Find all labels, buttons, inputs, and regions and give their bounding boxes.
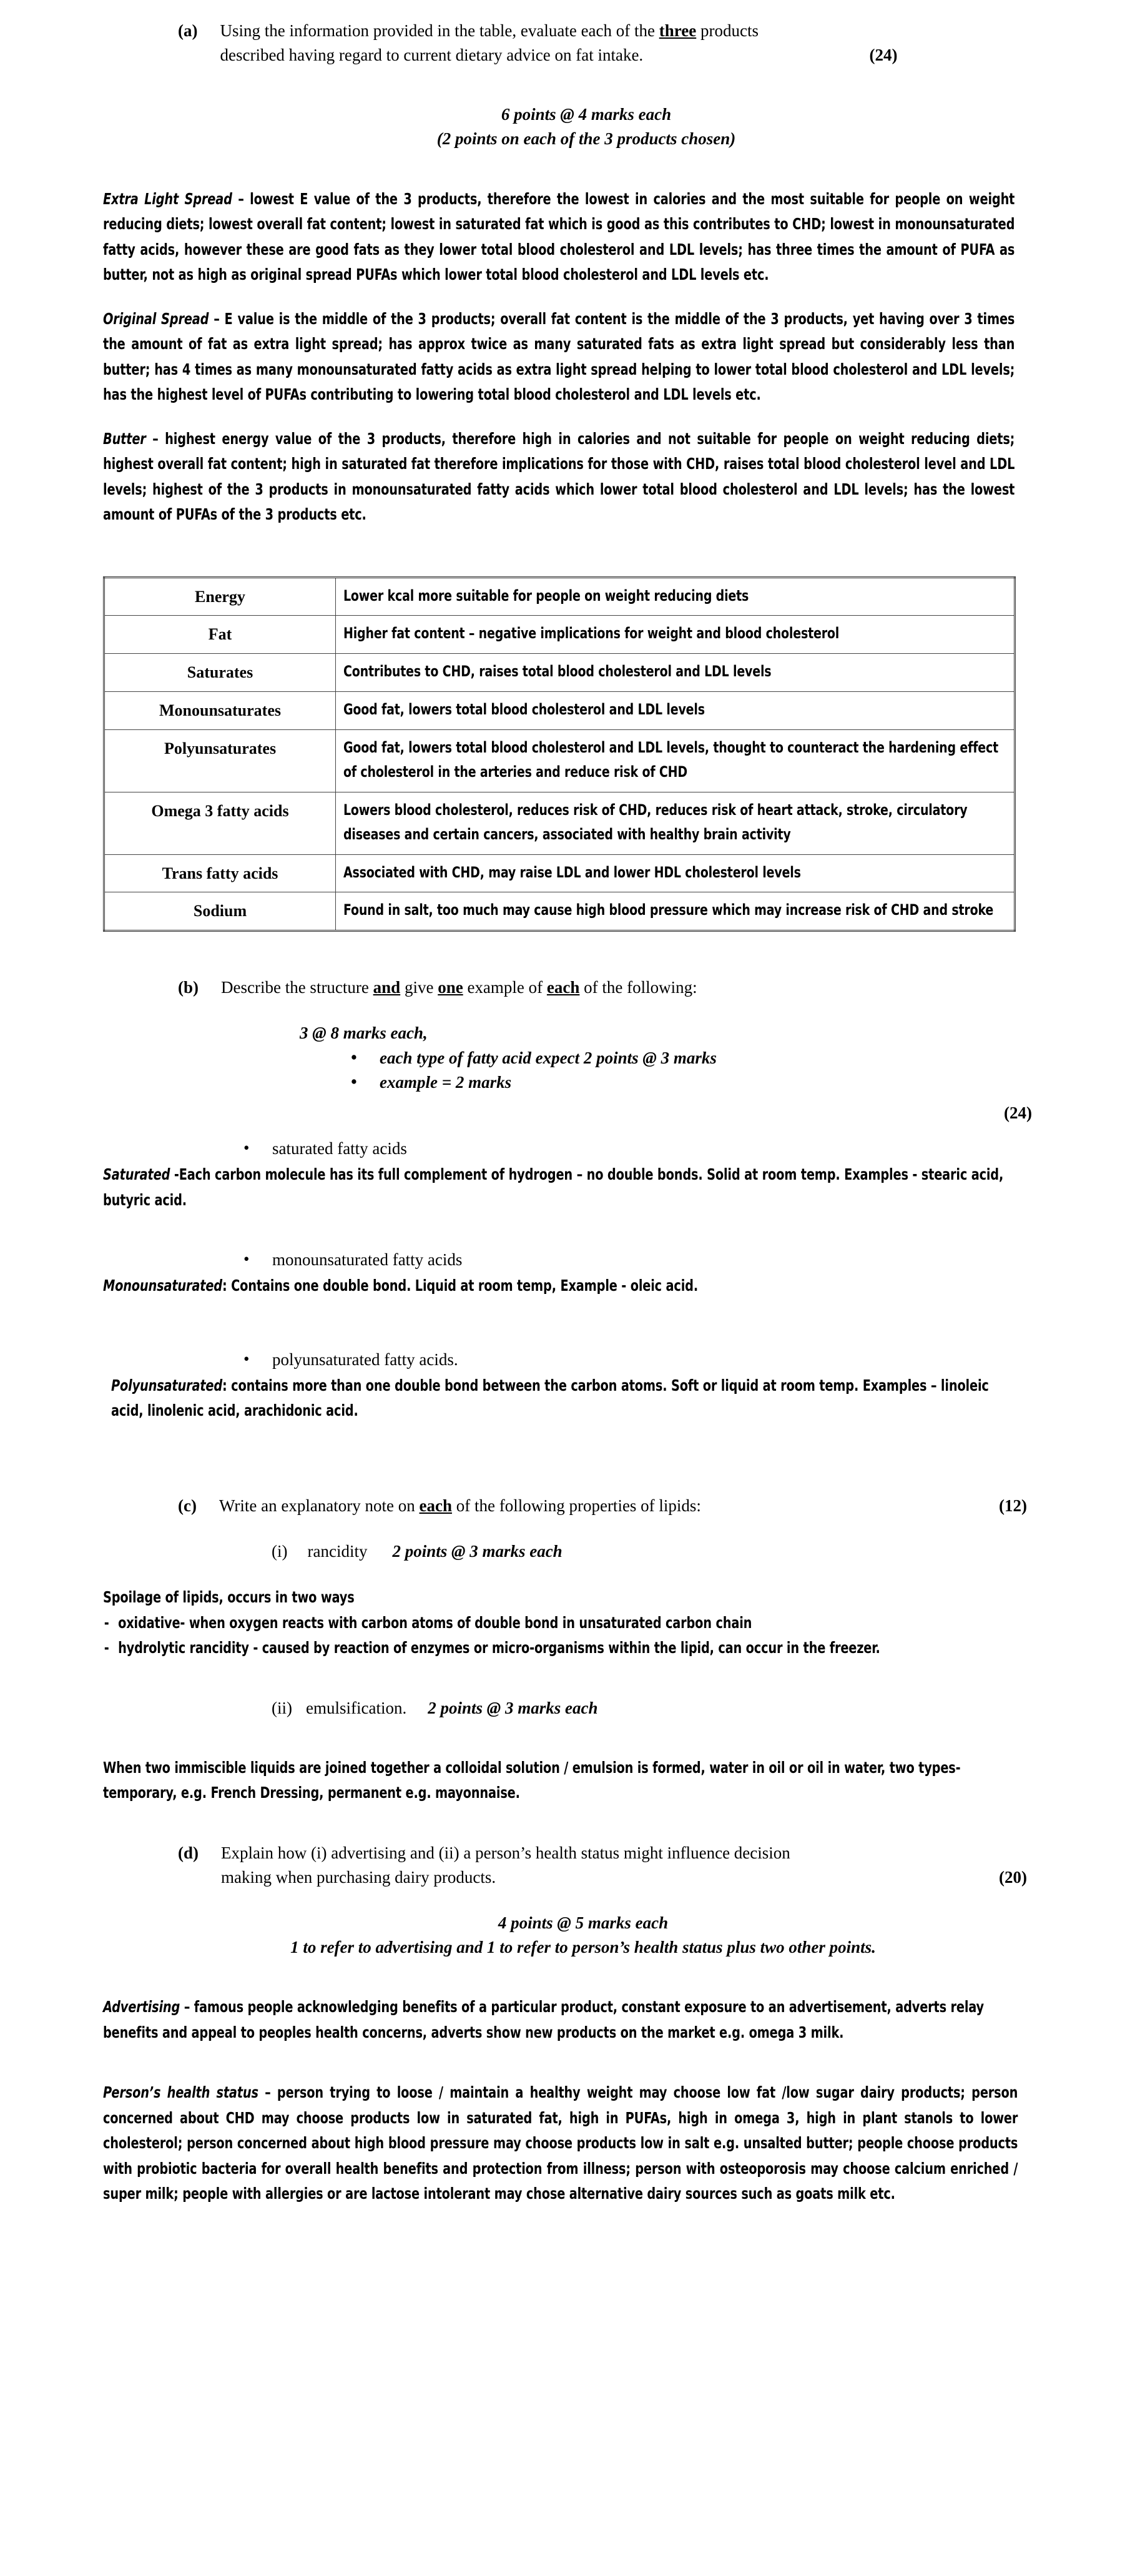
question-c-sub-ii-title: emulsification. — [306, 1698, 407, 1717]
question-c-sub-i-label: (i) — [272, 1542, 288, 1561]
question-d-label: (d) — [178, 1843, 199, 1862]
scheme-b — [300, 1021, 1135, 1094]
question-c-text-pre: Write an explanatory note on — [219, 1496, 420, 1515]
question-d-marks: (20) — [999, 1868, 1027, 1887]
scheme-d-line2: 1 to refer to advertising and 1 to refer to person’s health status plus two other points. — [290, 1938, 876, 1957]
question-a-text-pre: Using the information provided in the table, evaluate each of the — [220, 21, 659, 40]
scheme-d-line1: 4 points @ 5 marks each — [498, 1913, 669, 1933]
product-butter-name: Butter — [103, 429, 146, 448]
answer-advertising-lead: Advertising — [103, 1998, 180, 2016]
answer-emulsification: When two immiscible liquids are joined together a colloidal solution / emulsion is formed, water in oil or oil in water, two types-temporary, e.g. French Dressing, permanent e.g. mayonnaise. — [103, 1758, 961, 1802]
question-a-marks: (24) — [869, 46, 898, 65]
product-extra-light-spread-name: Extra Light Spread — [103, 189, 232, 208]
table-cell-nutrient: Saturates — [104, 654, 336, 692]
product-butter-body: – highest energy value of the 3 products, therefore high in calories and not suitable for people on weight reducing diets; highest overall fat content; high in saturated fat therefore implications for those with CHD, raises total blood cholesterol level and LDL levels; highest of the 3 products in monounsaturated fatty acids which lower total blood cholesterol and LDL levels; has the lowest amount of PUFAs of the 3 products etc. — [103, 429, 1015, 524]
table-cell-effect: Good fat, lowers total blood cholesterol and LDL levels, thought to counteract the hardening effect of cholesterol in the arteries and reduce risk of CHD — [336, 730, 1015, 792]
table-cell-nutrient: Polyunsaturates — [104, 730, 336, 792]
table-row — [104, 792, 1015, 854]
question-c-label: (c) — [178, 1496, 197, 1515]
question-c — [178, 1494, 1027, 1518]
scheme-b-line1: 3 @ 8 marks each, — [300, 1024, 428, 1043]
answer-monounsaturated-wrapper — [103, 1273, 1015, 1299]
question-c-text — [219, 1494, 986, 1518]
table-cell-effect: Lowers blood cholesterol, reduces risk of CHD, reduces risk of heart attack, stroke, circulatory diseases and certain cancers, associated with healthy brain activity — [336, 792, 1015, 854]
list-item: • example = 2 marks — [351, 1070, 1135, 1095]
answer-advertising-body: – famous people acknowledging benefits of a particular product, constant exposure to an advertisement, adverts relay benefits and appeal to peoples health concerns, adverts show new products on the market e.g. omega 3 milk. — [103, 1998, 984, 2041]
answer-rancidity-intro: Spoilage of lipids, occurs in two ways — [103, 1588, 355, 1607]
table-cell-effect: Lower kcal more suitable for people on weight reducing diets — [336, 577, 1015, 616]
answer-health-status-lead: Person’s health status — [103, 2083, 258, 2102]
question-a — [178, 19, 1027, 67]
answer-polyunsaturated-wrapper — [111, 1373, 1016, 1424]
bullet-polyunsaturated-fatty-acids — [243, 1348, 1135, 1372]
bullet-saturated-fatty-acids — [243, 1137, 1135, 1161]
table-row — [104, 730, 1015, 792]
question-d-text-line1: Explain how (i) advertising and (ii) a person’s health status might influence decision — [221, 1843, 790, 1862]
scheme-a-line1: 6 points @ 4 marks each — [501, 105, 672, 124]
question-b-text-mid1: give — [400, 978, 438, 997]
question-b — [178, 975, 1027, 1000]
table-cell-effect: Associated with CHD, may raise LDL and lower HDL cholesterol levels — [336, 854, 1015, 892]
question-d — [178, 1841, 1027, 1890]
scheme-b-bullets — [351, 1046, 1135, 1095]
list-item: • monounsaturated fatty acids — [243, 1248, 1135, 1272]
question-b-marks: (24) — [1004, 1103, 1032, 1122]
table-cell-effect: Found in salt, too much may cause high blood pressure which may increase risk of CHD and stroke — [336, 892, 1015, 931]
answer-monounsaturated-body: : Contains one double bond. Liquid at room temp, Example - oleic acid. — [222, 1276, 699, 1295]
question-c-emphasis-each: each — [419, 1496, 452, 1515]
question-a-label: (a) — [178, 21, 198, 40]
scheme-a-line2: (2 points on each of the 3 products chosen) — [436, 129, 736, 149]
list-item: • polyunsaturated fatty acids. — [243, 1348, 1135, 1372]
table-cell-nutrient: Omega 3 fatty acids — [104, 792, 336, 854]
table-cell-effect: Contributes to CHD, raises total blood cholesterol and LDL levels — [336, 654, 1015, 692]
question-c-sub-ii-label: (ii) — [272, 1698, 292, 1717]
fat-effects-table — [103, 576, 1016, 932]
answer-saturated-wrapper — [103, 1162, 1015, 1213]
answer-emulsification-wrapper — [103, 1755, 1018, 1806]
question-d-text — [221, 1841, 986, 1890]
question-c-sub-i-title: rancidity — [307, 1542, 368, 1561]
question-a-text — [220, 19, 857, 67]
question-b-text — [221, 975, 1027, 1000]
product-original-spread-body: – E value is the middle of the 3 products; overall fat content is the middle of the 3 products, yet having over 3 times the amount of fat as extra light spread; has approx twice as many saturated fats as extra light spread but considerably less than butter; has 4 times as many monounsaturated fatty acids as extra light spread helping to lower total blood cholesterol and LDL levels; has the highest level of PUFAs contributing to lowering total blood cholesterol and LDL levels etc. — [103, 309, 1015, 404]
table-cell-nutrient: Fat — [104, 616, 336, 654]
list-item: • saturated fatty acids — [243, 1137, 1135, 1161]
table-row — [104, 616, 1015, 654]
document-page — [0, 19, 1135, 2576]
question-c-text-post: of the following properties of lipids: — [452, 1496, 701, 1515]
table-row — [104, 654, 1015, 692]
answer-health-status-body: – person trying to loose / maintain a healthy weight may choose low fat /low sugar dairy products; person concerned about CHD may choose products low in saturated fat, high in PUFAs, high in omega 3, high in plant stanols to lower cholesterol; person concerned about high blood pressure may choose products low in salt e.g. unsalted butter; people choose products with probiotic bacteria for overall health benefits and protection from illness; person with osteoporosis may choose calcium enriched / super milk; people with allergies or are lactose intolerant may chose alternative dairy sources such as goats milk etc. — [103, 2083, 1018, 2203]
question-b-text-mid2: example of — [463, 978, 547, 997]
table-row — [104, 854, 1015, 892]
fat-effects-table-wrapper — [103, 576, 1135, 932]
question-a-emphasis-three: three — [659, 21, 697, 40]
product-extra-light-spread-body: – lowest E value of the 3 products, therefore the lowest in calories and the most suitable for people on weight reducing diets; lowest overall fat content; lowest in saturated fat which is good as this contributes to CHD; lowest in monounsaturated fatty acids, however these are good fats as they lower total blood cholesterol and LDL levels; has three times the amount of PUFA as butter, not as high as original spread PUFAs which lower total blood cholesterol and LDL levels etc. — [103, 189, 1015, 284]
answer-rancidity-points — [103, 1611, 1021, 1661]
product-evaluations — [103, 187, 1015, 528]
answer-rancidity — [103, 1585, 1021, 1661]
answer-saturated-lead: Saturated — [103, 1165, 170, 1184]
product-butter — [103, 427, 1015, 528]
table-row — [104, 577, 1015, 616]
table-row — [104, 692, 1015, 730]
scheme-c-ii: 2 points @ 3 marks each — [428, 1698, 598, 1717]
answer-polyunsaturated — [111, 1373, 1016, 1424]
question-b-emphasis-one: one — [438, 978, 463, 997]
product-original-spread-name: Original Spread — [103, 309, 209, 328]
table-cell-nutrient: Sodium — [104, 892, 336, 931]
question-c-sub-ii — [272, 1696, 1135, 1720]
table-cell-nutrient: Monounsaturates — [104, 692, 336, 730]
answer-monounsaturated-lead: Monounsaturated — [103, 1276, 222, 1295]
table-row — [104, 892, 1015, 931]
list-item: - oxidative- when oxygen reacts with carbon atoms of double bond in unsaturated carbon chain — [103, 1611, 1021, 1636]
answer-polyunsaturated-lead: Polyunsaturated — [111, 1376, 223, 1394]
question-b-text-post: of the following: — [579, 978, 697, 997]
answer-health-status-wrapper — [103, 2080, 1018, 2207]
product-original-spread — [103, 307, 1015, 408]
question-c-marks: (12) — [999, 1496, 1027, 1515]
answer-saturated — [103, 1162, 1015, 1213]
answer-advertising-wrapper — [103, 1995, 1018, 2045]
answer-health-status — [103, 2080, 1018, 2207]
answer-advertising — [103, 1995, 1018, 2045]
answer-monounsaturated — [103, 1273, 1015, 1299]
question-b-text-pre: Describe the structure — [221, 978, 373, 997]
question-d-text-line2: making when purchasing dairy products. — [221, 1868, 496, 1887]
table-cell-nutrient: Energy — [104, 577, 336, 616]
table-cell-nutrient: Trans fatty acids — [104, 854, 336, 892]
list-item: • each type of fatty acid expect 2 points @ 3 marks — [351, 1046, 1135, 1070]
question-a-text-post: products — [696, 21, 759, 40]
answer-saturated-body: -Each carbon molecule has its full complement of hydrogen – no double bonds. Solid at room temp. Examples - stearic acid, butyric acid. — [103, 1165, 1004, 1209]
product-extra-light-spread — [103, 187, 1015, 288]
list-item: - hydrolytic rancidity - caused by reaction of enzymes or micro-organisms within the lipid, can occur in the freezer. — [103, 1636, 1021, 1661]
question-a-text-line2: described having regard to current dietary advice on fat intake. — [220, 46, 644, 65]
table-cell-effect: Higher fat content – negative implications for weight and blood cholesterol — [336, 616, 1015, 654]
question-b-emphasis-each: each — [546, 978, 580, 997]
table-cell-effect: Good fat, lowers total blood cholesterol and LDL levels — [336, 692, 1015, 730]
question-b-label: (b) — [178, 978, 199, 997]
bullet-monounsaturated-fatty-acids — [243, 1248, 1135, 1272]
scheme-c-i: 2 points @ 3 marks each — [392, 1542, 563, 1561]
question-c-sub-i — [272, 1539, 1135, 1564]
question-b-emphasis-and: and — [373, 978, 401, 997]
answer-polyunsaturated-body: : contains more than one double bond between the carbon atoms. Soft or liquid at room temp. Examples – linoleic acid, linolenic acid, arachidonic acid. — [111, 1376, 989, 1420]
